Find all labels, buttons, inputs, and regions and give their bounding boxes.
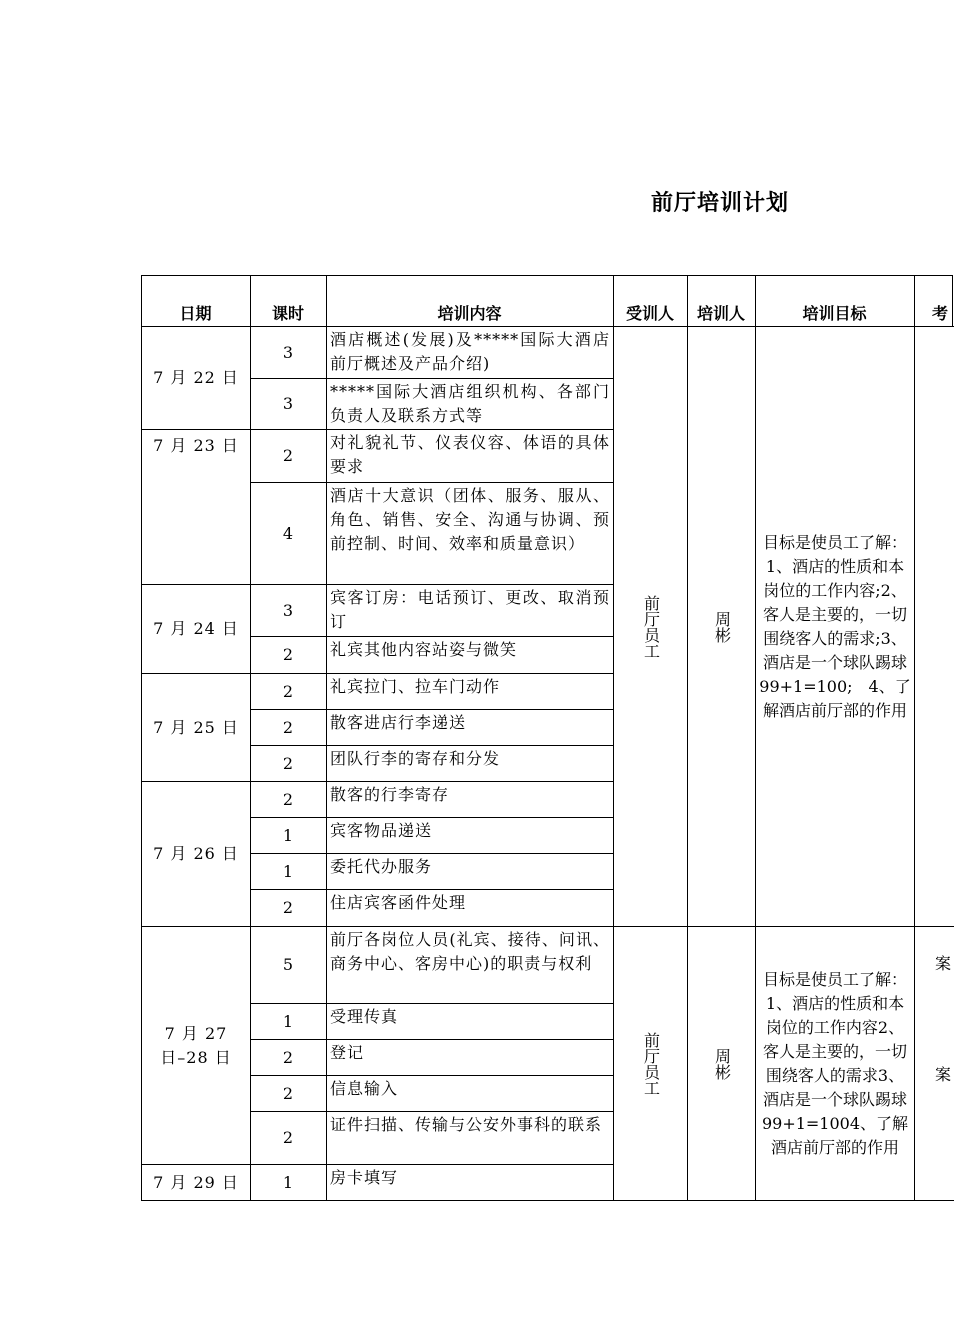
hours-cell: 2	[250, 889, 327, 927]
hours-cell: 2	[250, 1111, 327, 1165]
header-content: 培训内容	[326, 275, 614, 326]
hours-cell: 4	[250, 482, 327, 585]
header-date: 日期	[141, 275, 251, 326]
date-cell: 7 月 27 日–28 日	[141, 926, 251, 1165]
goal-cell	[755, 926, 915, 1201]
content-cell: 证件扫描、传输与公安外事科的联系	[326, 1111, 614, 1165]
hours-cell: 1	[250, 1164, 327, 1201]
trainee-text: 前厅员工	[641, 1031, 661, 1096]
hours-cell: 1	[250, 1003, 327, 1040]
goal-cell	[755, 326, 915, 927]
content-cell: 宾客订房：电话预订、更改、取消预订	[326, 584, 614, 637]
hours-cell: 2	[250, 781, 327, 818]
hours-cell: 2	[250, 673, 327, 710]
hours-cell: 2	[250, 1039, 327, 1076]
hours-cell: 1	[250, 817, 327, 854]
content-cell: 礼宾拉门、拉车门动作	[326, 673, 614, 710]
date-label: 7 月 23 日	[153, 436, 239, 455]
header-trainee: 受训人	[613, 275, 688, 326]
assessment-cell	[914, 326, 954, 973]
content-cell: 散客进店行李递送	[326, 709, 614, 746]
content-cell: 团队行李的寄存和分发	[326, 745, 614, 782]
hours-cell: 2	[250, 1075, 327, 1112]
trainer-cell	[687, 926, 756, 1201]
hours-cell: 3	[250, 584, 327, 637]
trainee-cell	[613, 926, 688, 1201]
content-cell: 登记	[326, 1039, 614, 1076]
trainee-cell	[613, 326, 688, 927]
content-cell: 宾客物品递送	[326, 817, 614, 854]
content-cell: 房卡填写	[326, 1164, 614, 1201]
header-goal: 培训目标	[755, 275, 915, 326]
date-cell: 7 月 29 日	[141, 1164, 251, 1201]
hours-cell: 5	[250, 926, 327, 1004]
hours-cell: 2	[250, 636, 327, 674]
date-cell: 7 月 25 日	[141, 673, 251, 782]
date-cell	[141, 429, 251, 585]
trainer-text: 周彬	[712, 1047, 732, 1080]
hours-cell: 2	[250, 745, 327, 782]
trainer-cell	[687, 326, 756, 927]
content-cell: 礼宾其他内容站姿与微笑	[326, 636, 614, 674]
hours-cell: 2	[250, 429, 327, 483]
content-cell: 委托代办服务	[326, 853, 614, 890]
header-trainer: 培训人	[687, 275, 756, 326]
assessment-cell	[914, 926, 954, 1201]
page-title: 前厅培训计划	[651, 191, 790, 216]
hours-cell: 1	[250, 853, 327, 890]
hours-cell: 3	[250, 326, 327, 379]
assessment-text: 案	[935, 954, 953, 973]
content-cell: 前厅各岗位人员(礼宾、接待、问讯、商务中心、客房中心)的职责与权利	[326, 926, 614, 1004]
content-cell: 酒店十大意识（团体、服务、服从、角色、销售、安全、沟通与协调、预前控制、时间、效率和质量意识）	[326, 482, 614, 585]
goal-text: 目标是使员工了解：1、酒店的性质和本岗位的工作内容;2、客人是主要的，一切围绕客人的需求;3、酒店是一个球队踢球99+1=100; 4、了解酒店前厅部的作用	[759, 532, 911, 720]
content-cell: 酒店概述(发展)及*****国际大酒店前厅概述及产品介绍)	[326, 326, 614, 379]
content-cell: 信息输入	[326, 1075, 614, 1112]
trainer-text: 周彬	[712, 610, 732, 643]
assessment-text: 案	[935, 1065, 953, 1084]
date-cell: 7 月 24 日	[141, 584, 251, 674]
goal-text: 目标是使员工了解：1、酒店的性质和本岗位的工作内容2、客人是主要的，一切围绕客人的需求3、酒店是一个球队踢球99+1=1004、了解酒店前厅部的作用	[761, 969, 909, 1157]
content-cell: 受理传真	[326, 1003, 614, 1040]
content-cell: *****国际大酒店组织机构、各部门负责人及联系方式等	[326, 378, 614, 430]
content-cell: 散客的行李寄存	[326, 781, 614, 818]
content-cell: 住店宾客函件处理	[326, 889, 614, 927]
header-assessment: 考	[932, 304, 949, 323]
date-cell: 7 月 22 日	[141, 326, 251, 430]
trainee-text: 前厅员工	[641, 594, 661, 659]
hours-cell: 3	[250, 378, 327, 430]
date-cell: 7 月 26 日	[141, 781, 251, 927]
content-cell: 对礼貌礼节、仪表仪容、体语的具体要求	[326, 429, 614, 483]
hours-cell: 2	[250, 709, 327, 746]
header-hours: 课时	[250, 275, 327, 326]
